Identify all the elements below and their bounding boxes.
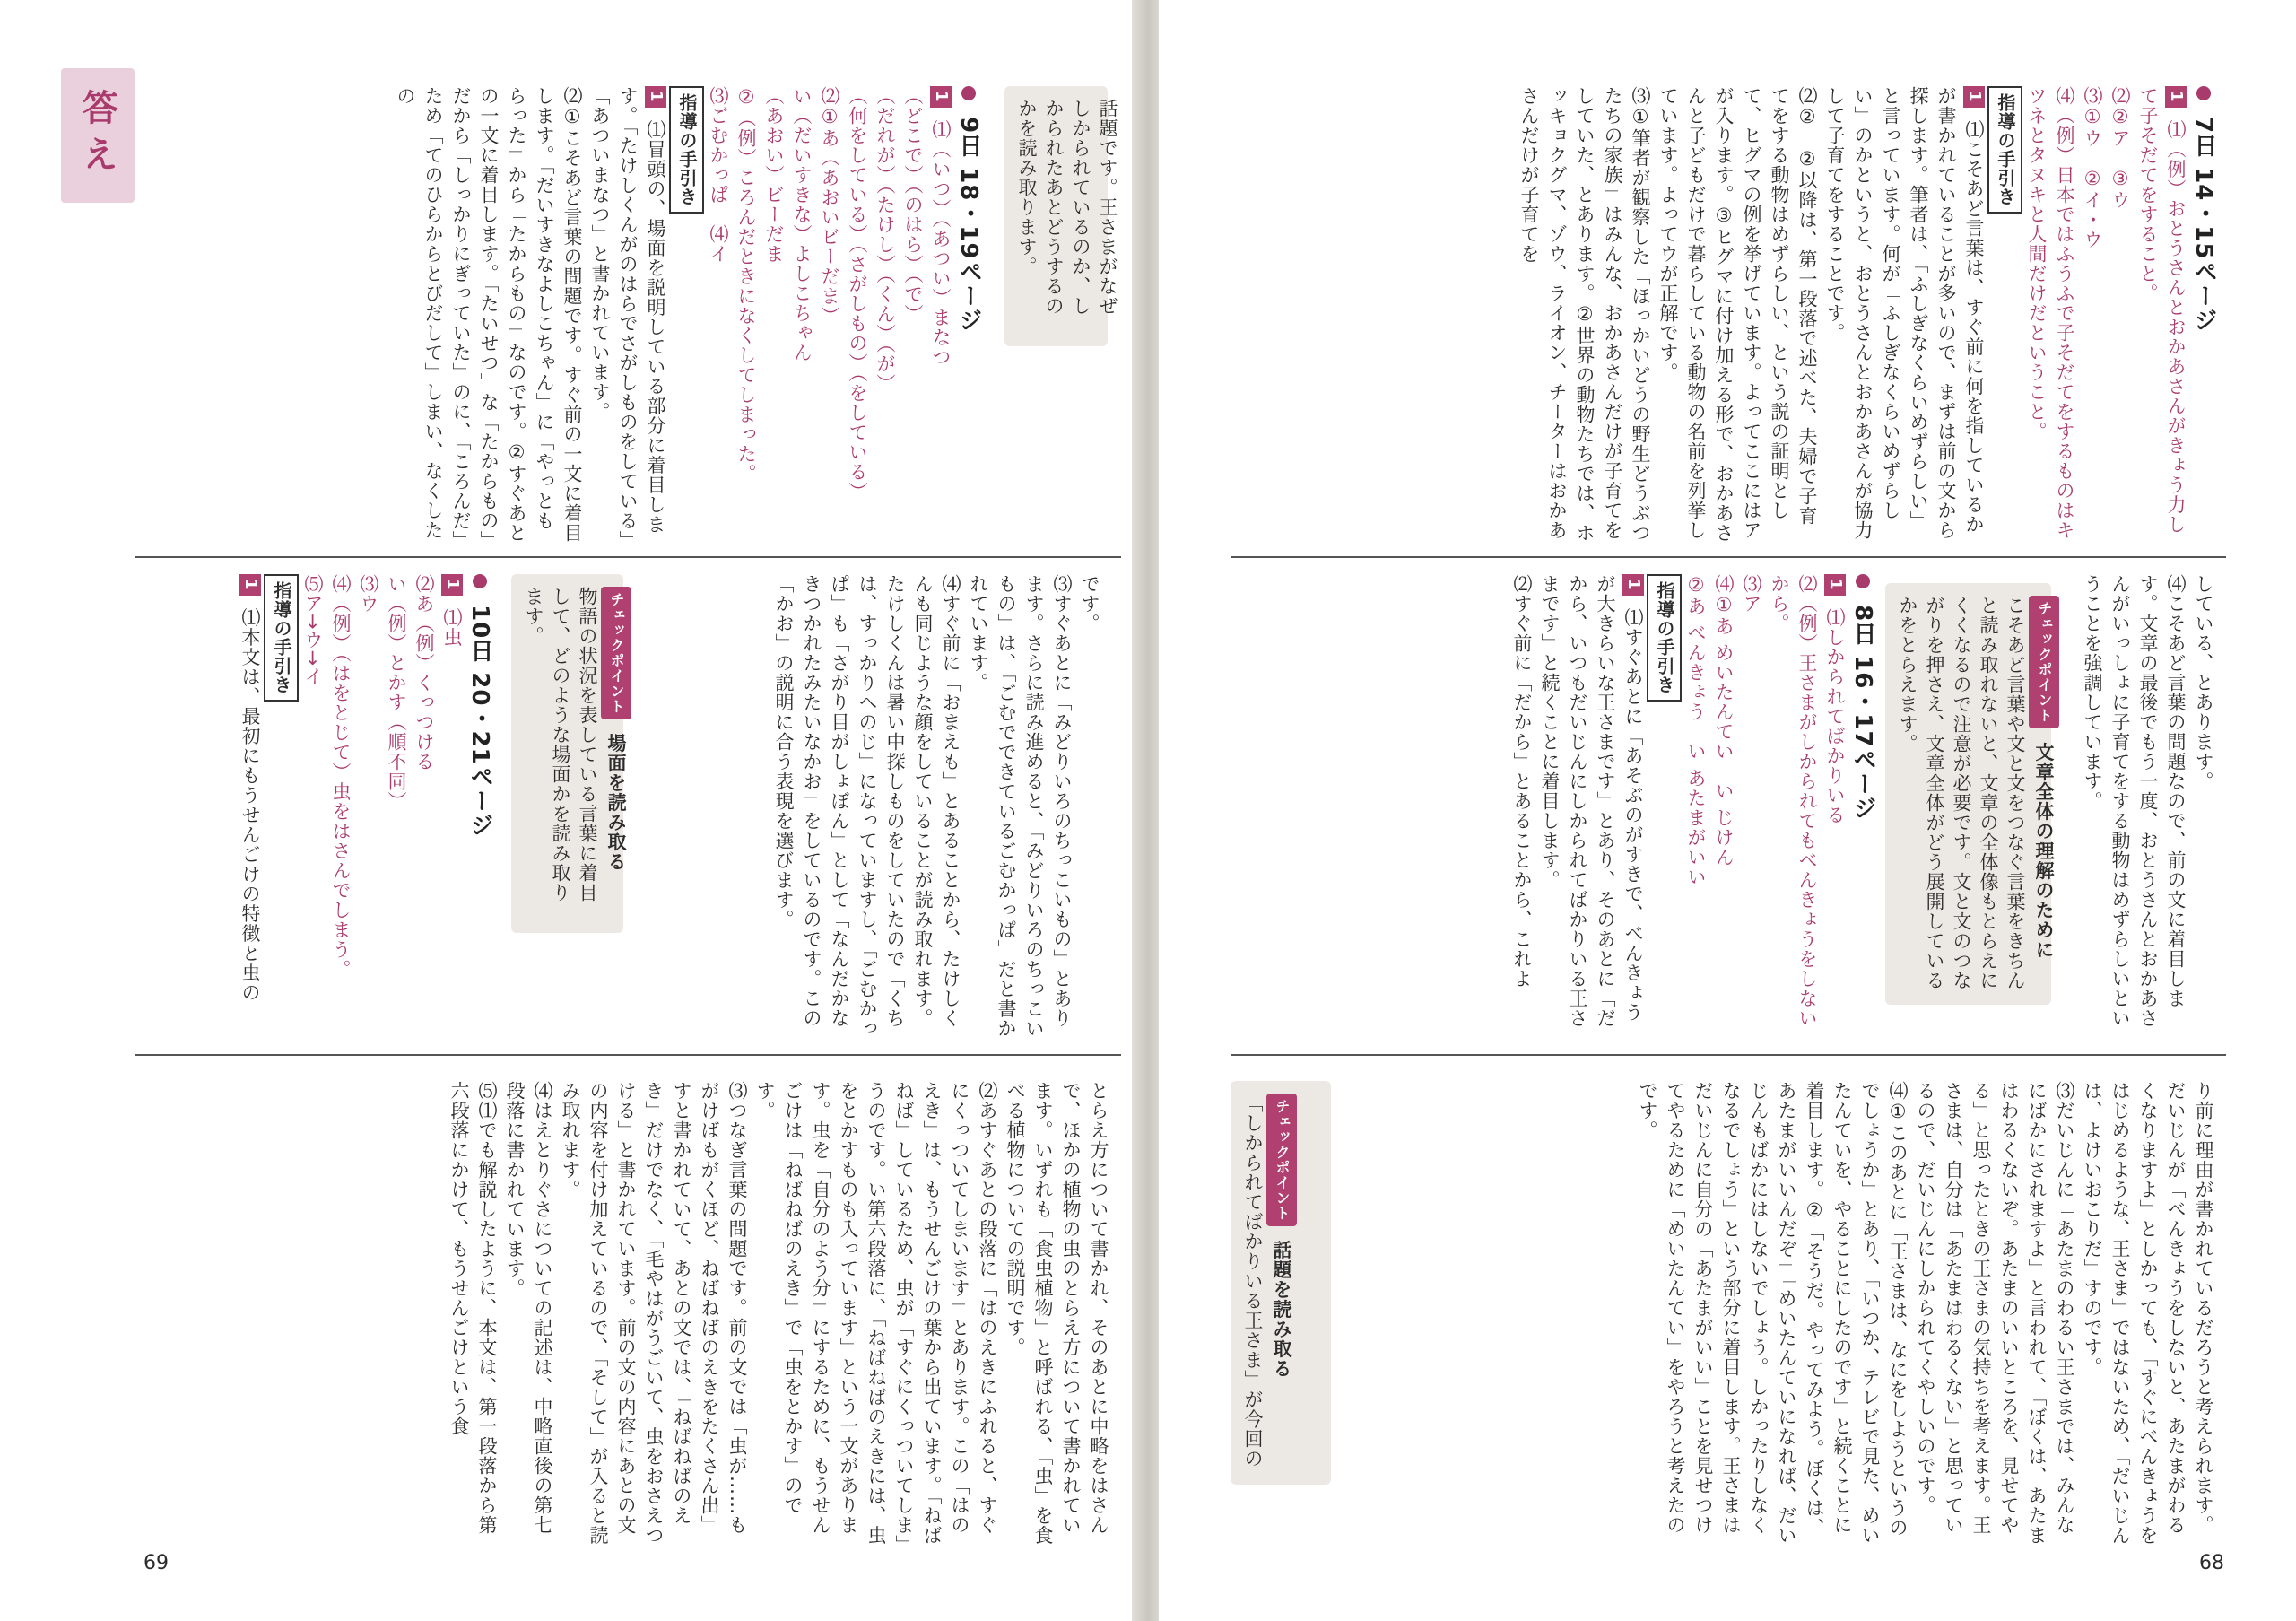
guide-badge: 指導の手引き (1647, 574, 1682, 702)
body-para: ⑶すぐあとに「みどりいろのちっこいもの」とあります。さらに読み進めると、「みどりいろのちっこいもの」は、「ごむでできているごむかっぱ」だと書かれています。 (968, 574, 1073, 1039)
answer-line: ⑴（いつ）（あつい）まなつ (930, 119, 952, 368)
page-69 (0, 0, 1137, 1621)
answer-line: ⑶ア (1741, 574, 1762, 614)
section-divider (135, 556, 1121, 558)
bullet-dot-icon (473, 574, 487, 588)
right-top-column (1231, 86, 2217, 544)
answer-line: い（だいすきな）よしこちゃん (791, 86, 813, 362)
right-mid-answers (1231, 574, 1876, 1041)
day-7-heading: 7日 14・15ページ (2189, 86, 2217, 333)
body-para: している、とあります。 (2193, 574, 2214, 791)
bullet-dot-icon (961, 86, 976, 100)
left-bottom-text (135, 1081, 1112, 1547)
checkpoint-text: 「しかられてばかりいる王さま」が今回の (1242, 1094, 1264, 1468)
bullet-dot-icon (1856, 574, 1870, 588)
bullet-dot-icon (2196, 86, 2211, 100)
guide-para: ⑵すぐ前に「だから」とあることから、これよ (1511, 574, 1533, 989)
guide-para: ⑴こそあど言葉は、すぐ前に何を指しているかが書かれていることが多いので、まずは前の文から探します。筆者は、「ふしぎなくらいめずらしい」と言っています。何が「ふしぎなくらいめずらしい」のかというと、おとうさんとおかあさんが協力して子育てをすることです。 (1824, 86, 1985, 540)
answer-line: ⑷（例）（はをとじて）虫をはさんでしまう。 (330, 574, 352, 980)
checkpoint-box (1231, 1081, 1331, 1485)
question-1-box: 1 (239, 574, 261, 596)
checkpoint-label: チェックポイント (1266, 1094, 1297, 1226)
checkpoint-content (1231, 1081, 1306, 1485)
right-mid-section (1231, 574, 2217, 1041)
question-1-box: 1 (2165, 86, 2187, 108)
answer-line: ⑶ウ (358, 574, 379, 614)
answer-line: （だれが）（たけし）（くん）（が） (874, 86, 896, 394)
day-8-heading: 8日 16・17ページ (1848, 574, 1876, 821)
right-bottom-section (1231, 1081, 2217, 1547)
body-para: ⑵あすぐあとの段落に「はのえきにふれると、すぐにくっついてしまいます」とあります。この「はのえき」は、もうせんごけの葉から出ています。「ねばねば」しているため、虫が「すぐにくっついてしま」うのです。い第六段落に、「ねばねばのえきには、虫をとかすものも入っています」という一文があります。虫を「自分のよう分」にするために、もうせんごけは「ねばねばのえき」で「虫をとかす」のです。 (754, 1081, 998, 1546)
answer-line: ②（例）ころんだときになくしてしまった。 (735, 86, 757, 484)
answer-line: ⑵①あ（あおいビーだま） (819, 86, 840, 326)
lead-box (1004, 86, 1118, 346)
page-number: 68 (2199, 1552, 2224, 1574)
day-10-heading: 10日 20・21ページ (465, 574, 493, 838)
day-9-heading: 9日 18・19ページ (954, 86, 982, 333)
question-1-box: 1 (1824, 574, 1846, 596)
guide-para: ⑴冒頭の、場面を説明している部分に着目します。「たけしくんがのはらでさがしものをしている」「あついまなつ」と書かれています。 (589, 86, 666, 541)
answer-line: ②あ べんきょう い あたまがいい (1685, 574, 1707, 887)
left-mid-text (637, 574, 1103, 1041)
question-1-box: 1 (1622, 574, 1644, 596)
guide-badge: 指導の手引き (669, 86, 704, 214)
answer-line: ⑶ごむかっぱ ⑷イ (708, 86, 729, 264)
lead-text: 話題です。王さまがなぜしかられているのか、しかられたあとどうするのかを読み取ります。 (1016, 99, 1118, 316)
page-number: 69 (144, 1552, 169, 1574)
question-1-box: 1 (930, 86, 952, 108)
question-1-box: 1 (645, 86, 666, 108)
page-68 (1159, 0, 2296, 1621)
checkpoint-content (511, 574, 640, 933)
body-para: ⑶だいじんに「あたまのわるい王さまでは、みんなにばかにされますよ」と言われて、「ぼくは、あたまはわるくないぞ。あたまのいいところを、見せてやる」と思ったときの王さまの気持ちを考えます。王さまは、自分は「あたまはわるくない」と思っているので、だいじんにしかられてくやしいのです。 (1915, 1081, 2075, 1546)
answers-tab-label: 答え (76, 89, 118, 182)
answer-line: い（例）とかす（順不同） (386, 574, 407, 811)
guide-para: ⑴すぐあとに「あそぶのがすきで、べんきょうが大きらいな王さまです」とあり、そのあとに「だから、いつもだいじんにしかられてばかりいる王さまです」と続くことに着目します。 (1539, 574, 1644, 1028)
checkpoint-text: 物語の状況を表している言葉に着目して、どのような場面かを読み取ります。 (523, 587, 598, 902)
answer-line: ⑸ア→ウ→イ (302, 574, 324, 687)
guide-badge: 指導の手引き (264, 574, 299, 702)
section-divider (1231, 556, 2226, 558)
left-top-column (395, 86, 982, 544)
answer-line: （どこで）（のはら）（で） (902, 86, 924, 324)
checkpoint-text: こそあど言葉や文と文をつなぐ言葉をきちんと読み取れないと、文章の全体像もとらえにくくなるので注意が必要です。文と文のつながりを押さえ、文章全体がどう展開しているかをとらえます。 (1897, 596, 2026, 990)
body-para: ⑷こそあど言葉の問題なので、前の文に着目します。文章の最後でもう一度、おとうさんとおかあさんがいっしょに子育てをする動物はめずらしいということを強調しています。 (2082, 574, 2187, 1028)
answer-line: ⑴しかられてばかりいる (1824, 607, 1846, 825)
body-para: ⑷はえとりぐさについての記述は、中略直後の第七段落に書かれています。 (504, 1081, 553, 1535)
left-top-section (395, 86, 1118, 544)
guide-para: ⑶①筆者が観察した「ほっかいどうの野生どうぶつたちの家族」はみんな、おかあさんだけが子育てをしていた、とあります。②世界の動物たちでは、ホッキョクグマ、ゾウ、ライオン、チーターはおかあさんだけが子育てを (1518, 86, 1651, 543)
body-para: ⑷①このあとに「王さまは、なにをしようというのでしょうか」とあり、「いつか、テレビで見た、めいたんていを、やることにしたのです」と続くことに着目します。②「そうだ。やってみよう。ぼくは、あたまがいいんだぞ」「めいたんていになれば、だいじんもばかにはしないでしょう。しかったりしなくなるでしょう」という部分に着目します。王さまはだいじんに自分の「あたまがいい」ことを見せつけてやるために「めいたんてい」をやろうと考えたのです。 (1637, 1081, 1909, 1546)
guide-para: ⑵② ②以降は、第一段落で述べた、夫婦で子育てをする動物はめずらしい、という説の証明として、ヒグマの例を挙げています。よってここにはアが入ります。③ヒグマに付け加える形で、おかあさんと子どもだけで暮らしている動物の名前を列挙しています。よってウが正解です。 (1657, 86, 1818, 543)
checkpoint-content (1885, 583, 2068, 1005)
answer-line: ⑵（例）王さまがしかられてもべんきょうをしないから。 (1769, 574, 1818, 1028)
section-divider (1231, 1054, 2226, 1056)
body-para: り前に理由が書かれているだろうと考えられます。だいじんが「べんきょうをしないと、あたまがわるくなりますよ」としかっても、「すぐにべんきょうをはじめるような、王さま」ではないため、「だいじんは、よけいおこりだ」すのです。 (2082, 1081, 2214, 1546)
section-divider (135, 1054, 1121, 1056)
guide-badge: 指導の手引き (1987, 86, 2022, 214)
checkpoint-title: 場面を読み取る (605, 733, 627, 872)
body-para: とらえ方について書かれ、そのあとに中略をはさんで、ほかの植物の虫のとらえ方について書かれています。いずれも「食虫植物」と呼ばれる、「虫」を食べる植物についての説明です。 (1004, 1081, 1109, 1546)
left-mid-answers (135, 574, 493, 1041)
question-1-box: 1 (1963, 86, 1985, 108)
checkpoint-title: 話題を読み取る (1271, 1240, 1292, 1379)
right-mid-continuation (2056, 574, 2217, 1041)
right-top-section (1231, 86, 2217, 544)
body-para: ⑶つなぎ言葉の問題です。前の文では「虫が……もがけばもがくほど、ねばねばのえきをたくさん出」すと書かれていて、あとの文では、「ねばねばのえき」だけでなく、「毛やはがうごいて、虫をおさえつける」と書かれています。前の文の内容にあとの文の内容を付け加えているので、「そして」が入ると読み取れます。 (560, 1081, 748, 1546)
answers-tab (61, 68, 135, 203)
checkpoint-box (1885, 583, 2055, 1005)
answer-line: ⑶①ウ ②イ・ウ (2082, 86, 2103, 249)
checkpoint-box (511, 574, 627, 933)
guide-para: ⑴本文は、最初にもうせんごけの特徴と虫の (239, 607, 261, 1003)
answer-line: （何をしている）（さがしもの）（をしている） (847, 86, 868, 501)
answer-line: ⑷（例）日本ではふうふで子そだてをするものはキツネとタヌキと人間だけだということ。 (2026, 86, 2075, 540)
checkpoint-label: チェックポイント (2029, 596, 2059, 728)
left-bottom-section (135, 1081, 1112, 1547)
body-para: ⑸⑴でも解説したように、本文は、第一段落から第六段落にかけて、もうせんごけという食 (448, 1081, 498, 1535)
answer-line: ⑷①あ めいたんてい い じけん (1713, 574, 1735, 867)
checkpoint-title: 文章全体の理解のために (2033, 742, 2055, 960)
body-para: です。 (1079, 574, 1100, 633)
left-mid-section (135, 574, 1112, 1041)
question-1-box: 1 (441, 574, 463, 596)
answer-line: ⑴（例）おとうさんとおかあさんがきょう力して子そだてをすること。 (2137, 86, 2187, 535)
answer-line: ⑵あ（例）くっつける (413, 574, 435, 771)
guide-para: ⑵①こそあど言葉の問題です。すぐ前の一文に着目します。「だいすきなよしこちゃん」に「やっともらった」から「たからもの」なのです。②すぐあとの一文に着目します。「たいせつ」な「たからもの」だから「しっかりにぎっていた」のに、「ころんだ」ため「てのひらからとびだして」しまい、なくしたの (395, 86, 583, 543)
body-para: ⑷すぐ前に「おまえも」とあることから、たけしくんも同じような顔をしていることが読み取れます。たけしくんは暑い中探しものをしていたので「くちは、すっかりへのじ」になっていますし、「ごむかっぱ」も「さがり目がしょぼん」として「なんだかなきつかれたみたいなかお」をしているのです。この「かお」の説明に合う表現を選びます。 (773, 574, 961, 1039)
right-bottom-text (1338, 1081, 2217, 1547)
checkpoint-label: チェックポイント (601, 587, 631, 719)
answer-line: ⑴虫 (441, 607, 463, 648)
answer-line: ⑵②ア ③ウ (2109, 86, 2131, 210)
answer-line: （あおい）ビーだま (763, 86, 785, 264)
